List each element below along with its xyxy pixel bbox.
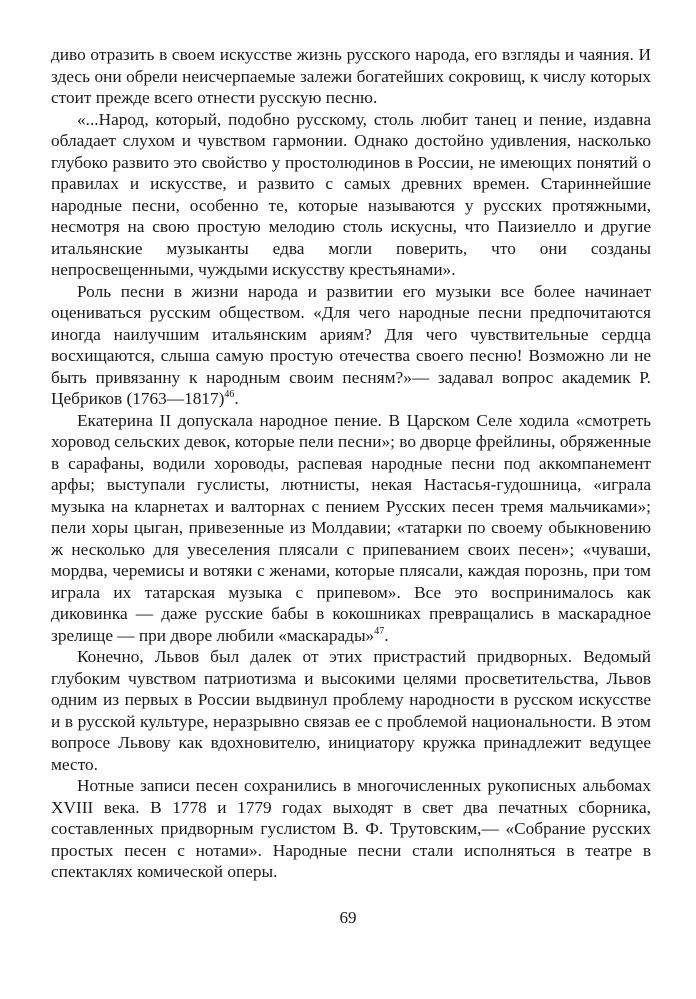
paragraph-text: Екатерина II допускала народное пение. В Царском Селе ходила «смотреть хоровод сельских девок, которые пели песни»; во дворце фрейлины, обряженные в сарафаны, водили хороводы, распевая народные песни под аккомпанемент арфы; выступали гуслисты, лютнисты, некая Настасья-гудошница, «играла музыка на кларнетах и валторнах с пением Русских песен тремя мальчиками»; пели хоры цыган, привезенные из Молдавии; «татарки по своему обыкновению ж несколько для увеселения плясали с припеванием своих песен»; «чуваши, мордва, черемисы и вотяки с женами, которые плясали, каждая порознь, при том играла их татарская музыка с припевом». Все это воспринималось как диковинка — даже русские бабы в кокошниках превращались в маскарадное зрелище — при дворе любили «маскарады» — [51, 410, 651, 645]
paragraph-text: Нотные записи песен сохранились в многочисленных рукописных альбомах XVIII века. В 1778 и 1779 годах выходят в свет два печатных сборника, составленных придворным гуслистом В. Ф. Трутовским,— «Собрание русских простых песен с нотами». Народные песни стали исполняться в театре в спектаклях комической оперы. — [51, 776, 651, 881]
paragraph-text: диво отразить в своем искусстве жизнь русского народа, его взгляды и чаяния. И здесь они обрели неисчерпаемые залежи богатейших сокровищ, к числу которых стоит прежде всего отнести русскую песню. — [51, 45, 651, 107]
page-body — [51, 44, 651, 883]
paragraph: Екатерина II допускала народное пение. В Царском Селе ходила «смотреть хоровод сельских девок, которые пели песни»; во дворце фрейлины, обряженные в сарафаны, водили хороводы, распевая народные песни под аккомпанемент арфы; выступали гуслисты, лютнисты, некая Настасья-гудошница, «играла музыка на кларнетах и валторнах с пением Русских песен тремя мальчиками»; пели хоры цыган, привезенные из Молдавии; «татарки по своему обыкновению ж несколько для увеселения плясали с припеванием своих песен»; «чуваши, мордва, черемисы и вотяки с женами, которые плясали, каждая порознь, при том играла их татарская музыка с припевом». Все это воспринималось как диковинка — даже русские бабы в кокошниках превращались в маскарадное зрелище — при дворе любили «маскарады»$^{47}$. — [51, 410, 651, 645]
paragraph — [51, 646, 651, 775]
paragraph-text: Роль песни в жизни народа и развитии его музыки все более начинает оцениваться русским обществом. «Для чего народные песни предпочитаются иногда наилучшим итальянским ариям? Для чего чувствительные сердца восхищаются, слыша самую простую отечества своего песню! Возможно ли не быть привязанну к народным своим песням?»— задавал вопрос академик Р. Цебриков (1763—1817) — [51, 281, 651, 408]
paragraph-text: «...Народ, который, подобно русскому, столь любит танец и пение, издавна обладает слухом и чувством гармонии. Однако достойно удивления, насколько глубоко развито это свойство у простолюдинов в России, не имеющих понятий о правилах и искусстве, и развито с самых древних времен. Стариннейшие народные песни, особенно те, которые называются у русских протяжными, несмотря на свою простую мелодию столь искусны, что Паизиелло и другие итальянские музыканты едва могли поверить, что они созданы непросвещенными, чуждыми искусству крестьянами». — [51, 109, 651, 279]
paragraph — [51, 109, 651, 281]
paragraph — [51, 44, 651, 109]
footnote-marker: 46 — [224, 389, 235, 400]
footnote-marker: 47 — [374, 625, 385, 637]
paragraph: Роль песни в жизни народа и развитии его музыки все более начинает оцениваться русским обществом. «Для чего народные песни предпочитаются иногда наилучшим итальянским ариям? Для чего чувствительные сердца восхищаются, слыша самую простую отечества своего песню! Возможно ли не быть привязанну к народным своим песням?»— задавал вопрос академик Р. Цебриков (1763—1817)$^{46}$. — [51, 281, 651, 408]
paragraph-text: Конечно, Львов был далек от этих пристрастий придворных. Ведомый глубоким чувством патриотизма и высокими целями просветительства, Львов одним из первых в России выдвинул проблему народности в русском искусстве и в русской культуре, неразрывно связав ее с проблемой национальности. В этом вопросе Львову как вдохновителю, инициатору кружка принадлежит ведущее место. — [51, 647, 651, 774]
page-number: 69 — [339, 908, 357, 927]
paragraph — [51, 775, 651, 883]
